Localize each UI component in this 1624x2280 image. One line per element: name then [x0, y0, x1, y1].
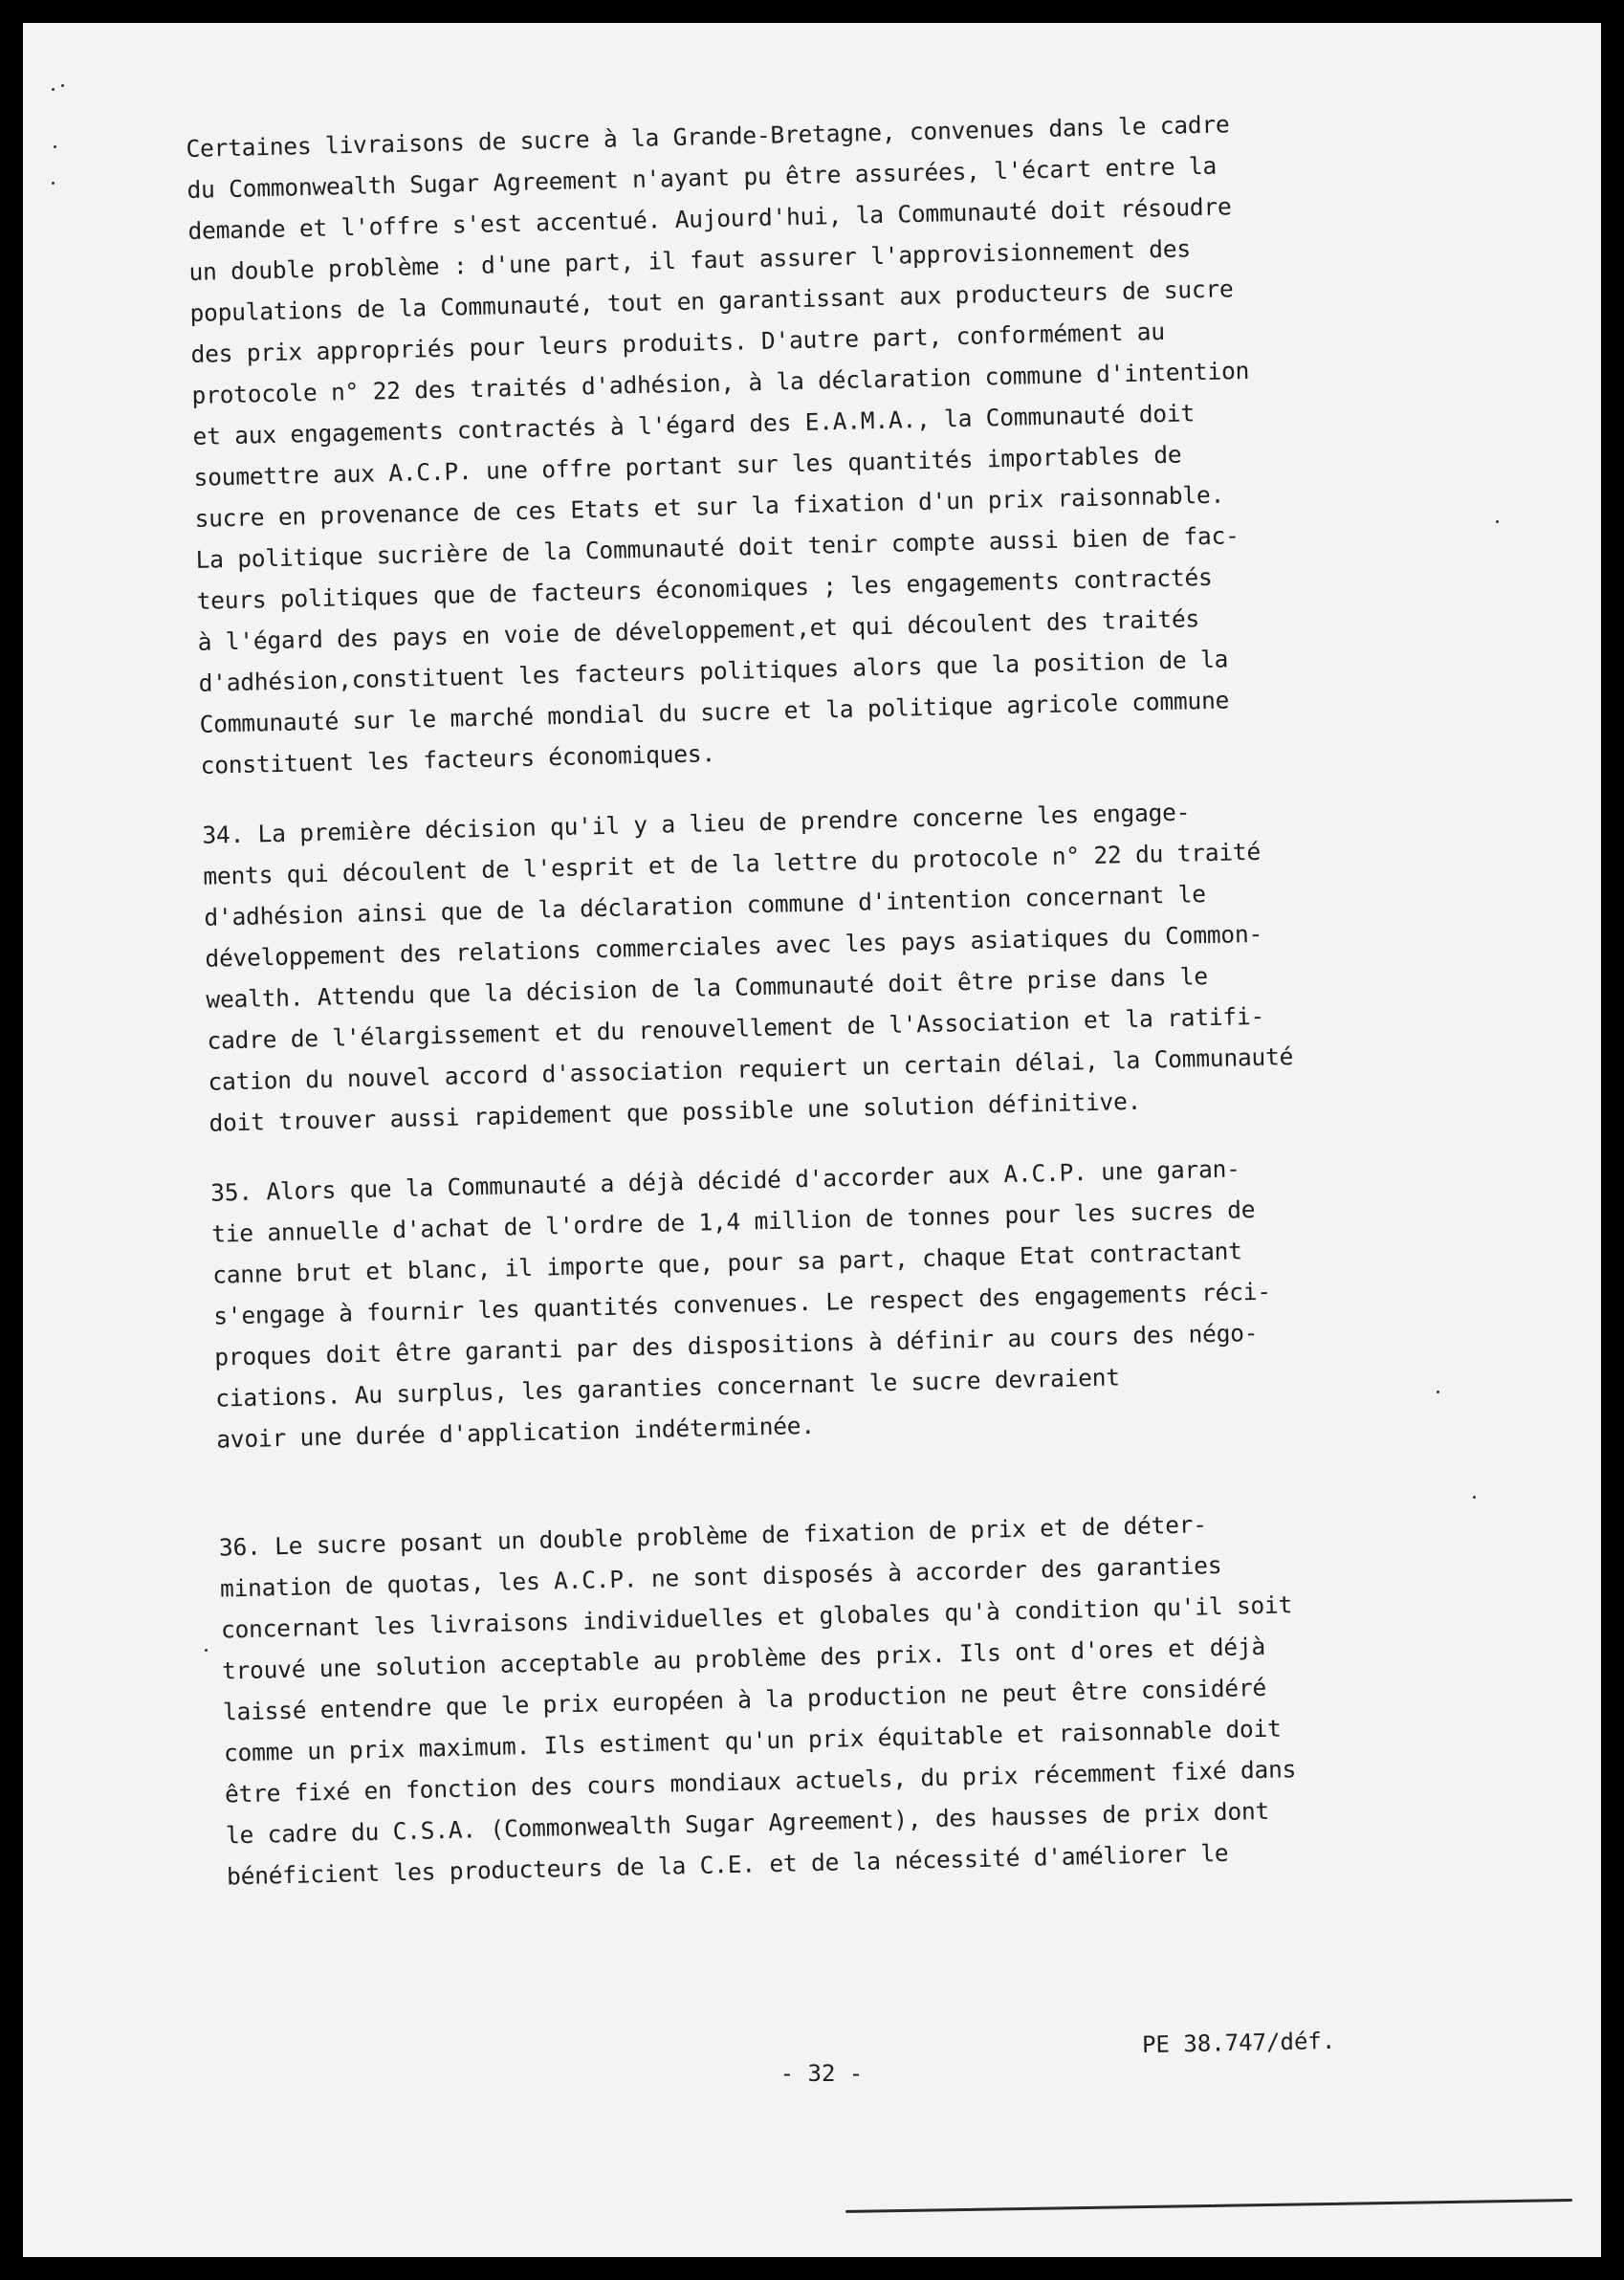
text-line: avoir une durée d'application indéterminée. [215, 1411, 816, 1454]
text-line: Communauté sur le marché mondial du sucre et la politique agricole commune [199, 686, 1230, 738]
text-line: être fixé en fonction des cours mondiaux actuels, du prix récemment fixé dans [224, 1755, 1297, 1809]
page-number: - 32 - [779, 2060, 864, 2087]
text-line: sucre en provenance de ces Etats et sur la fixation d'un prix raisonnable. [194, 480, 1225, 533]
text-line: ments qui découlent de l'esprit et de la lettre du protocole n° 22 du traité [203, 837, 1262, 890]
text-line: mination de quotas, les A.C.P. ne sont disposés à accorder des garanties [219, 1550, 1222, 1603]
text-line: canne brut et blanc, il importe que, pour sa part, chaque Etat contractant [211, 1237, 1243, 1289]
text-line: s'engage à fournir les quantités convenues. Le respect des engagements réci- [212, 1277, 1272, 1330]
paragraph-35 [210, 1142, 1499, 1459]
text-line: comme un prix maximum. Ils estiment qu'un prix équitable et raisonnable doit [223, 1714, 1282, 1767]
text-line: tie annuelle d'achat de l'ordre de 1,4 million de tonnes pour les sucres de [210, 1195, 1256, 1248]
margin-speck [205, 1649, 208, 1652]
text-line: wealth. Attendu que la décision de la Communauté doit être prise dans le [206, 962, 1209, 1014]
text-line: teurs politiques que de facteurs économiques ; les engagements contractés [196, 562, 1213, 615]
margin-speck [1496, 520, 1499, 523]
body-text [186, 98, 1508, 1896]
text-line: concernant les livraisons individuelles et globales qu'à condition qu'il soit [220, 1590, 1293, 1644]
margin-speck [54, 145, 56, 148]
text-line: et aux engagements contractés à l'égard des E.A.M.A., la Communauté doit [192, 399, 1196, 450]
text-line: soumettre aux A.C.P. une offre portant sur les quantités importables de [193, 440, 1182, 492]
text-line: 34. La première décision qu'il y a lieu de prendre concerne les engage- [202, 798, 1191, 849]
margin-speck [61, 84, 64, 87]
text-line: un double problème : d'une part, il faut assurer l'approvisionnement des [188, 234, 1192, 286]
margin-speck [52, 88, 55, 91]
text-line: trouvé une solution acceptable au problème des prix. Ils ont d'ores et déjà [221, 1632, 1266, 1685]
text-line: ciations. Au surplus, les garanties concernant le sucre devraient [214, 1363, 1121, 1413]
text-line: 35. Alors que la Communauté a déjà décidé d'accorder aux A.C.P. une garan- [209, 1154, 1240, 1207]
text-line: populations de la Communauté, tout en garantissant aux producteurs de sucre [189, 274, 1234, 327]
text-line: La politique sucrière de la Communauté doit tenir compte aussi bien de fac- [195, 521, 1240, 574]
text-line: cation du nouvel accord d'association requiert un certain délai, la Communauté [208, 1041, 1294, 1096]
text-line: d'adhésion,constituent les facteurs politiques alors que la position de la [198, 645, 1229, 697]
text-line: laissé entendre que le prix européen à la production ne peut être considéré [222, 1673, 1267, 1726]
text-line: constituent les facteurs économiques. [200, 739, 716, 779]
text-line: d'adhésion ainsi que de la déclaration commune d'intention concernant le [204, 880, 1207, 932]
paragraph-36 [218, 1497, 1508, 1896]
text-line: développement des relations commerciales avec les pays asiatiques du Common- [205, 919, 1263, 973]
text-line: demande et l'offre s'est accentué. Aujourd'hui, la Communauté doit résoudre [187, 192, 1232, 245]
bottom-rule [845, 2199, 1572, 2213]
text-line: à l'égard des pays en voie de développement,et qui découlent des traités [197, 604, 1200, 656]
document-reference: PE 38.747/déf. [1141, 2027, 1336, 2059]
margin-speck [52, 182, 55, 185]
text-line: le cadre du C.S.A. (Commonwealth Sugar Agreement), des hausses de prix dont [225, 1796, 1270, 1850]
text-line: protocole n° 22 des traités d'adhésion, à la déclaration commune d'intention [191, 356, 1250, 409]
text-line: doit trouver aussi rapidement que possible une solution définitive. [208, 1086, 1142, 1137]
text-line: bénéficient les producteurs de la C.E. et de la nécessité d'améliorer le [226, 1838, 1229, 1891]
document-page [23, 23, 1601, 2257]
paragraph-34 [202, 784, 1491, 1143]
paragraph-intro [186, 98, 1482, 785]
text-line: des prix appropriés pour leurs produits. D'autre part, conformément au [190, 317, 1166, 368]
text-line: du Commonwealth Sugar Agreement n'ayant pu être assurées, l'écart entre la [187, 151, 1218, 204]
text-line: proques doit être garanti par des dispositions à définir au cours des négo- [213, 1318, 1259, 1371]
text-line: Certaines livraisons de sucre à la Grande-Bretagne, convenues dans le cadre [186, 110, 1230, 163]
text-line: 36. Le sucre posant un double problème de fixation de prix et de déter- [218, 1510, 1208, 1562]
text-line: cadre de l'élargissement et du renouvellement de l'Association et la ratifi- [207, 1001, 1265, 1055]
